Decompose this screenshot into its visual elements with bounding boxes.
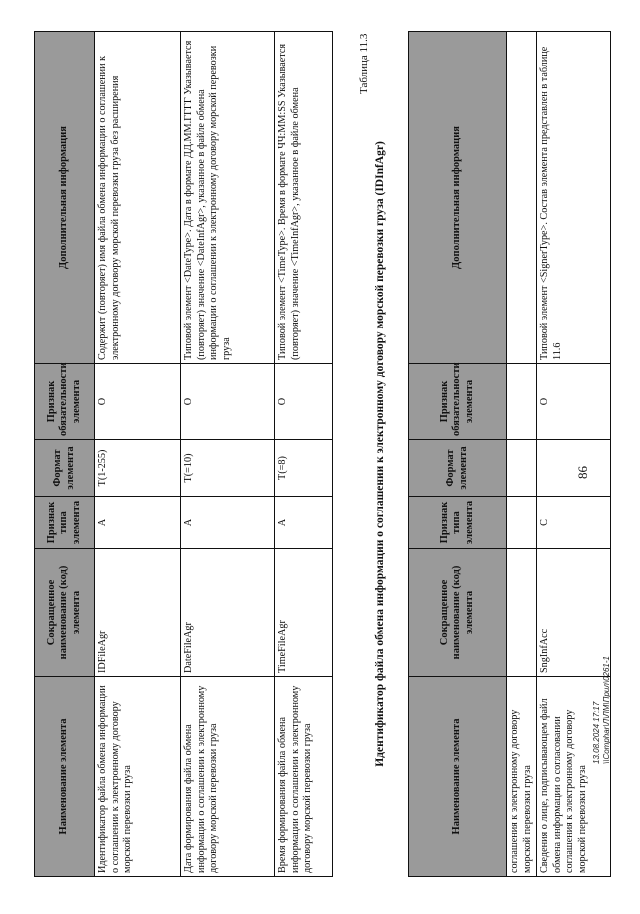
header-cell: Признак типа элемента bbox=[35, 497, 95, 549]
cell-info: Типовой элемент <DateType>. Дата в формате ДД.ММ.ГГГГ Указывается (повторяет) значение <DateInfAgr>, указанное в файле обмена информации о соглашении к электронному договору морской перевозки груза bbox=[181, 32, 275, 364]
cell-info: Типовой элемент <SignerType>. Состав элемента представлен в таблице 11.6 bbox=[537, 32, 611, 364]
cell-required: О bbox=[537, 364, 611, 440]
cell-name: Идентификатор файла обмена информации о соглашении к электронному договору морской перевозки груза bbox=[95, 677, 181, 877]
cell-code: SngInfAcc bbox=[537, 549, 611, 677]
cell-type: С bbox=[537, 497, 611, 549]
table-row bbox=[95, 32, 181, 877]
cell-code bbox=[507, 549, 537, 677]
header-cell: Дополнительная информация bbox=[35, 32, 95, 364]
cell-type bbox=[507, 497, 537, 549]
cell-format: T(=8) bbox=[275, 440, 333, 497]
table-title: Идентификатор файла обмена информации о соглашении к электронному договору морской перевозки груза (IDInfAgr) bbox=[374, 141, 386, 767]
header-cell: Дополнительная информация bbox=[409, 32, 507, 364]
cell-info: Содержит (повторяет) имя файла обмена информации о соглашении к электронному договору морской перевозки груза без расширения bbox=[95, 32, 181, 364]
cell-format: T(=10) bbox=[181, 440, 275, 497]
table-idinfagr bbox=[34, 31, 333, 877]
cell-type: А bbox=[95, 497, 181, 549]
header-cell: Сокращенное наименование (код) элемента bbox=[35, 549, 95, 677]
cell-required bbox=[507, 364, 537, 440]
table-header-row bbox=[35, 32, 95, 877]
table-row bbox=[275, 32, 333, 877]
table-continuation bbox=[408, 31, 611, 877]
cell-info: Типовой элемент <TimeType>. Время в формате ЧЧ:ММ:SS Указывается (повторяет) значение <TimeInfAgr>, указанное в файле обмена bbox=[275, 32, 333, 364]
stamp-date: 13.08.2024 17:17 bbox=[592, 701, 601, 764]
header-cell: Признак обязательности элемента bbox=[35, 364, 95, 440]
cell-type: А bbox=[275, 497, 333, 549]
cell-info bbox=[507, 32, 537, 364]
table-number: Таблица 11.3 bbox=[358, 33, 370, 94]
stamp-path: \\Comphar\Л\ЛМ\Прил\0261-1 bbox=[602, 656, 611, 764]
cell-name: Сведения о лице, подписывающем файл обмена информации о согласовании соглашения к электронному договору морской перевозки груза bbox=[537, 677, 611, 877]
cell-required: О bbox=[95, 364, 181, 440]
cell-required: О bbox=[275, 364, 333, 440]
header-cell: Признак обязательности элемента bbox=[409, 364, 507, 440]
cell-format: T(1-255) bbox=[95, 440, 181, 497]
table-row bbox=[181, 32, 275, 877]
table-row bbox=[537, 32, 611, 877]
page-number: 86 bbox=[575, 466, 590, 479]
header-cell: Наименование элемента bbox=[409, 677, 507, 877]
cell-code: DateFileAgr bbox=[181, 549, 275, 677]
cell-format bbox=[507, 440, 537, 497]
cell-code: IDFileAgr bbox=[95, 549, 181, 677]
cell-required: О bbox=[181, 364, 275, 440]
cell-code: TimeFileAgr bbox=[275, 549, 333, 677]
header-cell: Наименование элемента bbox=[35, 677, 95, 877]
cell-type: А bbox=[181, 497, 275, 549]
header-cell: Формат элемента bbox=[409, 440, 507, 497]
table-header-row bbox=[409, 32, 507, 877]
cell-format bbox=[537, 440, 611, 497]
cell-name: Время формирования файла обмена информации о соглашении к электронному договору морской перевозки груза bbox=[275, 677, 333, 877]
cell-name: соглашения к электронному договору морской перевозки груза bbox=[507, 677, 537, 877]
cell-name: Дата формирования файла обмена информации о соглашении к электронному договору морской перевозки груза bbox=[181, 677, 275, 877]
header-cell: Сокращенное наименование (код) элемента bbox=[409, 549, 507, 677]
header-cell: Признак типа элемента bbox=[409, 497, 507, 549]
table-row bbox=[507, 32, 537, 877]
header-cell: Формат элемента bbox=[35, 440, 95, 497]
